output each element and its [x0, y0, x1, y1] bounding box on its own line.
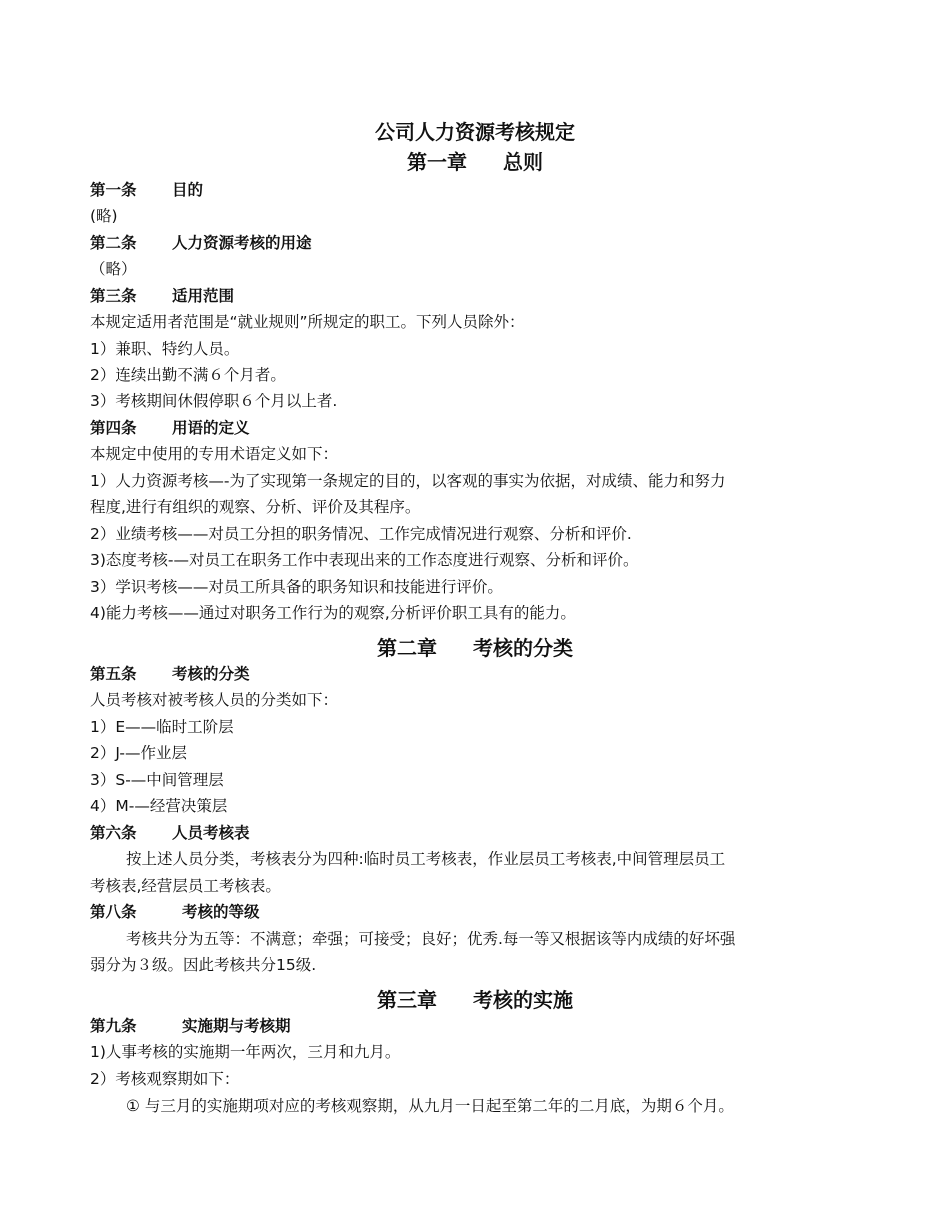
- article-2-name: 人力资源考核的用途: [172, 234, 312, 252]
- article-3-line: 3）考核期间休假停职６个月以上者.: [90, 392, 338, 410]
- article-8-name: 考核的等级: [182, 903, 260, 921]
- article-3-name: 适用范围: [172, 287, 235, 305]
- article-9-name: 实施期与考核期: [182, 1017, 291, 1035]
- article-3-line: 2）连续出勤不满６个月者。: [90, 366, 286, 384]
- article-9-line: 1)人事考核的实施期一年两次，三月和九月。: [90, 1043, 401, 1061]
- article-5-line: 人员考核对被考核人员的分类如下：: [90, 691, 339, 709]
- article-1-name: 目的: [172, 181, 204, 199]
- article-8-line: 考核共分为五等：不满意；牵强；可接受；良好；优秀.每一等又根据该等内成绩的好坏强: [126, 930, 736, 948]
- chapter-1-heading: [0, 146, 950, 175]
- article-3-line: 1）兼职、特约人员。: [90, 340, 240, 358]
- article-3-line: 本规定适用者范围是“就业规则”所规定的职工。下列人员除外：: [90, 313, 525, 331]
- article-1-number: 第一条: [90, 181, 137, 199]
- article-4-line: 4)能力考核——通过对职务工作行为的观察,分析评价职工具有的能力。: [90, 604, 576, 622]
- article-5-line: 4）M-—经营决策层: [90, 797, 228, 815]
- article-9-number: 第九条: [90, 1017, 137, 1035]
- article-9-line: ① 与三月的实施期项对应的考核观察期，从九月一日起至第二年的二月底，为期６个月。: [126, 1097, 734, 1115]
- article-5-line: 2）J-—作业层: [90, 744, 187, 762]
- document-title: 公司人力资源考核规定: [375, 120, 575, 144]
- article-4-line: 本规定中使用的专用术语定义如下：: [90, 445, 339, 463]
- article-6-name: 人员考核表: [172, 824, 250, 842]
- article-1-heading: [90, 180, 203, 200]
- article-5-line: 3）S-—中间管理层: [90, 771, 224, 789]
- article-4-number: 第四条: [90, 419, 137, 437]
- article-5-line: 1）E——临时工阶层: [90, 718, 234, 736]
- article-5-number: 第五条: [90, 665, 137, 683]
- article-9-line: 2）考核观察期如下：: [90, 1070, 240, 1088]
- article-8-heading: [90, 902, 260, 922]
- chapter-1-name: 总则: [503, 150, 543, 174]
- chapter-1-number: 第一章: [407, 150, 467, 174]
- article-4-name: 用语的定义: [172, 419, 250, 437]
- chapter-3-heading: [0, 984, 950, 1013]
- article-4-line: 3)态度考核-—对员工在职务工作中表现出来的工作态度进行观察、分析和评价。: [90, 551, 639, 569]
- article-8-number: 第八条: [90, 903, 137, 921]
- article-6-line: 按上述人员分类，考核表分为四种:临时员工考核表，作业层员工考核表,中间管理层员工: [126, 850, 726, 868]
- article-1-text: (略): [90, 207, 118, 225]
- article-4-heading: [90, 418, 250, 438]
- article-5-name: 考核的分类: [172, 665, 250, 683]
- article-6-line: 考核表,经营层员工考核表。: [90, 877, 281, 895]
- article-5-heading: [90, 664, 250, 684]
- article-3-number: 第三条: [90, 287, 137, 305]
- article-9-heading: [90, 1016, 291, 1036]
- chapter-2-name: 考核的分类: [473, 636, 573, 660]
- article-6-heading: [90, 823, 250, 843]
- article-2-number: 第二条: [90, 234, 137, 252]
- article-3-heading: [90, 286, 234, 306]
- article-4-line: 程度,进行有组织的观察、分析、评价及其程序。: [90, 498, 421, 516]
- article-2-text: （略）: [90, 260, 137, 278]
- chapter-3-name: 考核的实施: [473, 988, 573, 1012]
- chapter-3-number: 第三章: [377, 988, 437, 1012]
- article-6-number: 第六条: [90, 824, 137, 842]
- article-4-line: 2）业绩考核——对员工分担的职务情况、工作完成情况进行观察、分析和评价.: [90, 525, 632, 543]
- article-2-heading: [90, 233, 312, 253]
- article-4-line: 1）人力资源考核—-为了实现第一条规定的目的，以客观的事实为依据，对成绩、能力和努力: [90, 472, 726, 490]
- article-8-line: 弱分为３级。因此考核共分15级.: [90, 956, 317, 974]
- chapter-2-heading: [0, 632, 950, 661]
- chapter-2-number: 第二章: [377, 636, 437, 660]
- article-4-line: 3）学识考核——对员工所具备的职务知识和技能进行评价。: [90, 578, 503, 596]
